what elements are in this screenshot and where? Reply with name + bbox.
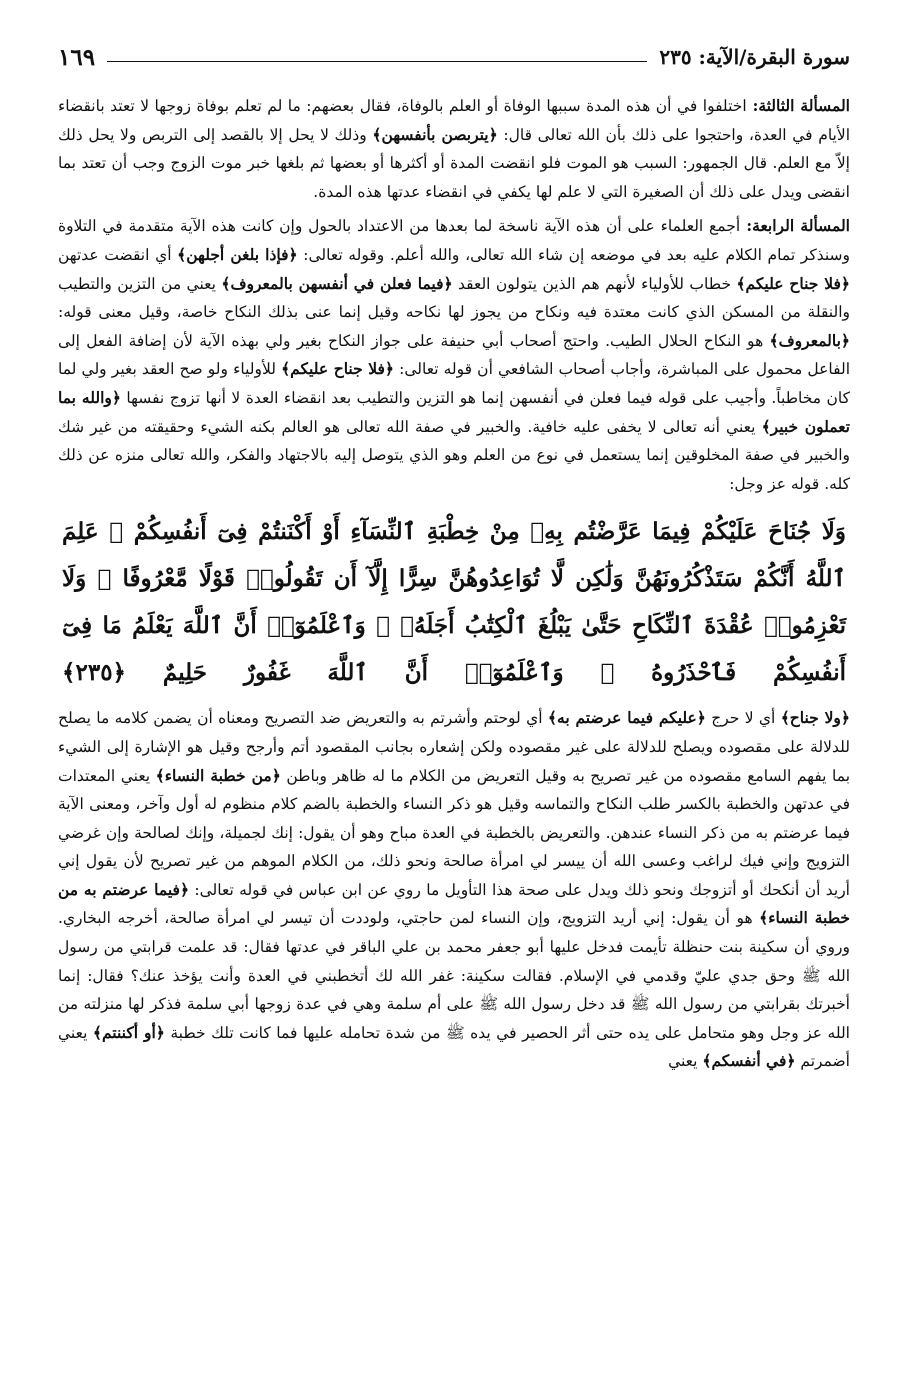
text-run: يعني أضمرتم: [58, 1023, 850, 1071]
page-number: ١٦٩: [58, 43, 96, 71]
quran-quote: ﴿فإذا بلغن أجلهن﴾: [177, 244, 298, 264]
quran-verse-block: وَلَا جُنَاحَ عَلَيْكُمْ فِيمَا عَرَّضْتُم بِهِۦ مِنْ خِطْبَةِ ٱلنِّسَآءِ أَوْ أَكْنَنتُمْ فِىٓ أَنفُسِكُمْ ۚ عَلِمَ ٱللَّهُ أَنَّكُمْ سَتَذْكُرُونَهُنَّ وَلَٰكِن لَّا تُوَاعِدُوهُنَّ سِرًّا إِلَّآ أَن تَقُولُوا۟ قَوْلًا مَّعْرُوفًا ۚ وَلَا تَعْزِمُوا۟ عُقْدَةَ ٱلنِّكَاحِ حَتَّىٰ يَبْلُغَ ٱلْكِتَٰبُ أَجَلَهُۥ ۚ وَٱعْلَمُوٓا۟ أَنَّ ٱللَّهَ يَعْلَمُ مَا فِىٓ أَنفُسِكُمْ فَٱحْذَرُوهُ ۚ وَٱعْلَمُوٓا۟ أَنَّ ٱللَّهَ غَفُورٌ حَلِيمٌ ﴿٢٣٥﴾: [62, 518, 846, 687]
text-run: أي لوحتم وأشرتم به والتعريض ضد التصريح ومعناه أن يضمن كلامه ما يصلح للدلالة على مقصوده ويصلح للدلالة على غير مقصوده ولكن إشعاره بجانب المقصود أتم وأرجح وقيل هو الإشارة إلى الشيء بما يفهم السامع مقصوده من غير تصريح به وقيل التعريض من الكلام ما له ظاهر وباطن: [58, 709, 851, 785]
quran-quote: ﴿فيما عرضتم به من خطبة النساء﴾: [58, 879, 851, 928]
text-run: يعني المعتدات في عدتهن والخطبة بالكسر طلب النكاح والتماسه وقيل هو ذكر النساء والخطبة بالضم كلام منظوم له أول وآخر، ومعنى الآية فيما عرضتم به من ذكر النساء عندهن. والتعريض بالخطبة في العدة مباح وهو أن يقول: إنك لجميلة، وإنك لصالحة وإن غرضي التزويج وإني فيك لراغب وعسى الله أن ييسر لي امرأة صالحة ونحو ذلك، من الكلام الموهم من غير تصريح لأن يقول إني أريد أن أنكحك أو أتزوجك ونحو ذلك ويدل على صحة هذا التأويل ما روي عن ابن عباس في قوله تعالى:: [58, 766, 850, 899]
quran-quote: ﴿في أنفسكم﴾: [702, 1051, 796, 1071]
quran-quote: ﴿أو أكننتم﴾: [92, 1022, 165, 1042]
text-run: يعني أنه تعالى لا يخفى عليه خافية. والخبير في صفة الله تعالى هو العالم بكنه الشيء وحقيقته من غير شك والخبير في صفة المخلوقين إنما يستعمل في نوع من العلم وهو الذي يتوصل إليه بالاجتهاد والفكر، والله تعالى منزه عن ذلك كله. قوله عز وجل:: [58, 417, 850, 493]
surah-reference: سورة البقرة/الآية: ٢٣٥: [659, 45, 850, 69]
quran-quote: ﴿فيما فعلن في أنفسهن بالمعروف﴾: [221, 273, 453, 293]
quran-quote: ﴿من خطبة النساء﴾: [155, 765, 281, 785]
text-run: هو أن يقول: إني أريد التزويج، وإن النساء لمن حاجتي، ولوددت أن تيسر لي امرأة صالحة، أخرجه البخاري. وروي أن سكينة بنت حنظلة تأيمت فدخل عليها أبو جعفر محمد بن علي الباقر في عدتها فقال: قد علمت قرابتي من رسول الله ﷺ وحق جدي عليّ وقدمي في الإسلام. فقالت سكينة: غفر الله لك أتخطبني في العدة وأنت يؤخذ عنك؟ فقال: إنما أخبرتك بقرابتي من رسول الله ﷺ قد دخل رسول الله ﷺ على أم سلمة وهي في عدة زوجها أبي سلمة فذكر لها منزلته من الله عز وجل وهو متحامل على يده حتى أثر الحصير في يده ﷺ من شدة تحامله عليها فما كانت تلك خطبة: [58, 909, 850, 1042]
quran-quote: ﴿فلا جناح عليكم﴾: [736, 273, 850, 293]
text-run: أي لا حرج: [705, 709, 781, 728]
page-body: [58, 92, 850, 1076]
text-run: اختلفوا في أن هذه المدة سببها الوفاة أو العلم بالوفاة، فقال بعضهم: ما لم تعلم بوفاة زوجها لا تعتد بانقضاء الأيام في العدة، واحتجوا على ذلك بأن الله تعالى قال:: [58, 97, 851, 144]
text-run: أي انقضت عدتهن: [58, 245, 178, 264]
issue-heading: المسألة الثالثة:: [746, 96, 850, 115]
header-rule: [107, 61, 647, 62]
paragraph-commentary: [58, 704, 850, 1076]
text-run: وذلك لا يحل إلا بالقصد إلى التربص ولا يحل ذلك إلاّ مع العلم. قال الجمهور: السبب هو الموت فلو انقضت المدة أو أكثرها أو بعضها ثم بلغها خبر موت الزوج وجب أن تعتد بما انقضى ويدل على ذلك أن الصغيرة التي لا علم لها يكفي في انقضاء عدتها هذه المدة.: [58, 125, 850, 201]
quran-quote: ﴿يتربصن بأنفسهن﴾: [372, 124, 498, 144]
text-run: يعني من التزين والتطيب والنقلة من المسكن الذي كانت معتدة فيه ونكاح من يجوز لها نكاحه وقيل إنما عنى بذلك النكاح خاصة، وقيل معنى قوله:: [58, 274, 850, 322]
quran-quote: ﴿ولا جناح﴾: [780, 708, 850, 728]
text-run: خطاب للأولياء لأنهم هم الذين يتولون العقد: [452, 274, 737, 293]
paragraph-third-issue: [58, 92, 850, 206]
text-run: يعني: [668, 1052, 703, 1071]
quran-quote: ﴿بالمعروف﴾: [769, 330, 850, 350]
paragraph-fourth-issue: [58, 212, 850, 498]
text-run: أجمع العلماء على أن هذه الآية ناسخة لما بعدها من الاعتداد بالحول وإن كانت هذه الآية متقدمة في التلاوة وسنذكر تمام الكلام عليه بعد في موضعه إن شاء الله تعالى، والله أعلم. وقوله تعالى:: [58, 217, 851, 264]
text-run: للأولياء ولو صح العقد بغير ولي لما كان مخاطباً. وأجيب على قوله فيما فعلن في أنفسهن إنما هو التزين والتطيب بعد انقضاء العدة لا أنها تزوج نفسها: [58, 360, 850, 407]
quran-quote: ﴿والله بما تعملون خبير﴾: [58, 387, 850, 436]
quran-quote: ﴿فلا جناح عليكم﴾: [281, 359, 395, 379]
running-header: [58, 40, 850, 74]
text-run: هو النكاح الحلال الطيب. واحتج أصحاب أبي حنيفة على جواز النكاح بغير ولي بهذه الآية لأن إضافة الفعل إلى الفاعل محمول على المباشرة، وأجاب أصحاب الشافعي أن قوله تعالى:: [58, 331, 850, 379]
issue-heading: المسألة الرابعة:: [740, 216, 850, 236]
quran-quote: ﴿عليكم فيما عرضتم به﴾: [547, 708, 706, 728]
